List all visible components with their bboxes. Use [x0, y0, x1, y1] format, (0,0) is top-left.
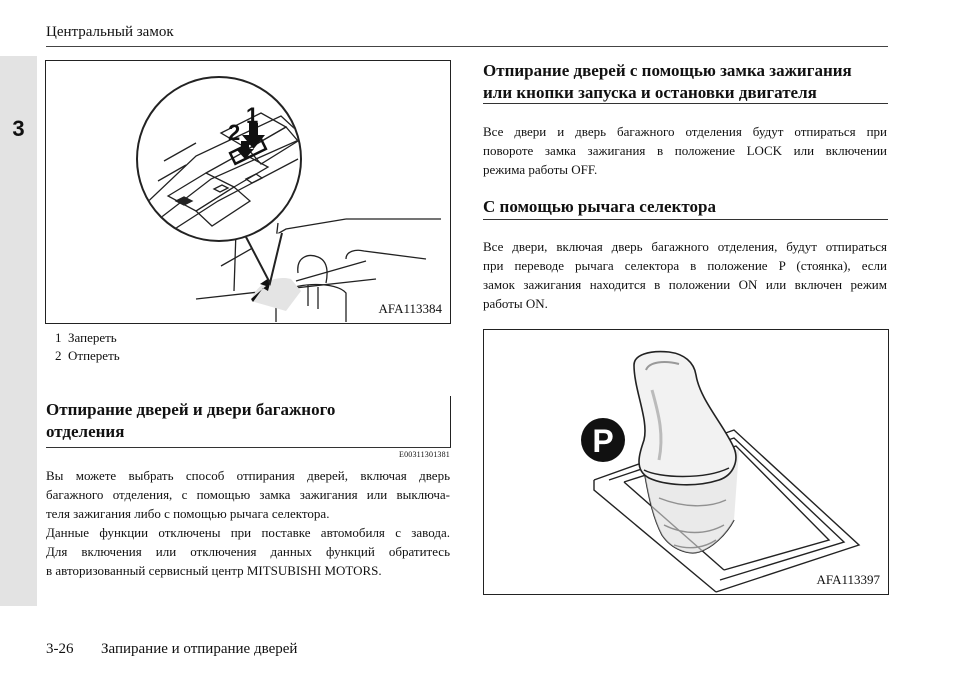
section-1-title-line2: отделения — [46, 422, 125, 441]
section-2-rule — [483, 103, 888, 104]
section-1-paragraph-2 — [46, 523, 450, 580]
figure-2-code: AFA113397 — [816, 572, 880, 587]
legend-item-lock: 1 Запереть — [55, 330, 117, 345]
text-line: в авторизованный сервисный центр MITSUBISHI MOTORS. — [46, 563, 382, 578]
chapter-number: 3 — [12, 116, 25, 141]
park-badge: P — [592, 423, 614, 459]
text-line: теля зажигания либо с помощью рычага селектора. — [46, 506, 330, 521]
text-line: при переводе рычага селектора в положение P (стоянка), если — [483, 258, 887, 273]
selector-lever-illustration — [484, 330, 887, 593]
text-line: Для включения или отключения данных функций обратитесь — [46, 544, 450, 559]
section-1-title-line1: Отпирание дверей и двери багажного — [46, 400, 336, 419]
section-3-title: С помощью рычага селектора — [483, 197, 716, 216]
section-3-paragraph — [483, 237, 887, 313]
footer-title: Запирание и отпирание дверей — [101, 641, 298, 657]
text-line: Все двери, включая дверь багажного отделения, будут отпираться — [483, 239, 887, 254]
text-line: багажного отделения, с помощью замка зажигания или выключа- — [46, 487, 450, 502]
text-line: Вы можете выбрать способ отпирания дверей, включая дверь — [46, 468, 450, 483]
figure-door-switch — [45, 60, 451, 324]
section-1-rule — [46, 447, 451, 448]
legend-item-unlock: 2 Отпереть — [55, 348, 120, 363]
text-line: Данные функции отключены при поставке автомобиля с завода. — [46, 525, 450, 540]
text-line: замок зажигания находится в положении ON или включен режим — [483, 277, 887, 292]
section-1-title — [46, 399, 335, 443]
header-rule — [46, 46, 888, 47]
callout-2: 2 — [228, 120, 241, 145]
figure-selector-lever — [483, 329, 889, 595]
section-2-title-line2: или кнопки запуска и остановки двигателя — [483, 83, 817, 102]
running-header: Центральный замок — [46, 24, 174, 40]
section-2-title-line1: Отпирание дверей с помощью замка зажигания — [483, 61, 852, 80]
text-line: работы ON. — [483, 296, 548, 311]
text-line: повороте замка зажигания в положение LOCK или включении — [483, 143, 887, 158]
callout-1: 1 — [246, 103, 259, 128]
legend-list — [55, 329, 120, 365]
section-2-paragraph — [483, 122, 887, 179]
figure-1-code: AFA113384 — [378, 301, 442, 316]
section-2-title — [483, 60, 852, 104]
text-line: Все двери и дверь багажного отделения будут отпираться при — [483, 124, 887, 139]
section-1-code: E00311301381 — [399, 450, 450, 459]
section-1-paragraph-1 — [46, 466, 450, 523]
door-switch-illustration — [46, 61, 449, 322]
page-number: 3-26 — [46, 641, 74, 657]
text-line: режима работы OFF. — [483, 162, 598, 177]
section-3-rule — [483, 219, 888, 220]
